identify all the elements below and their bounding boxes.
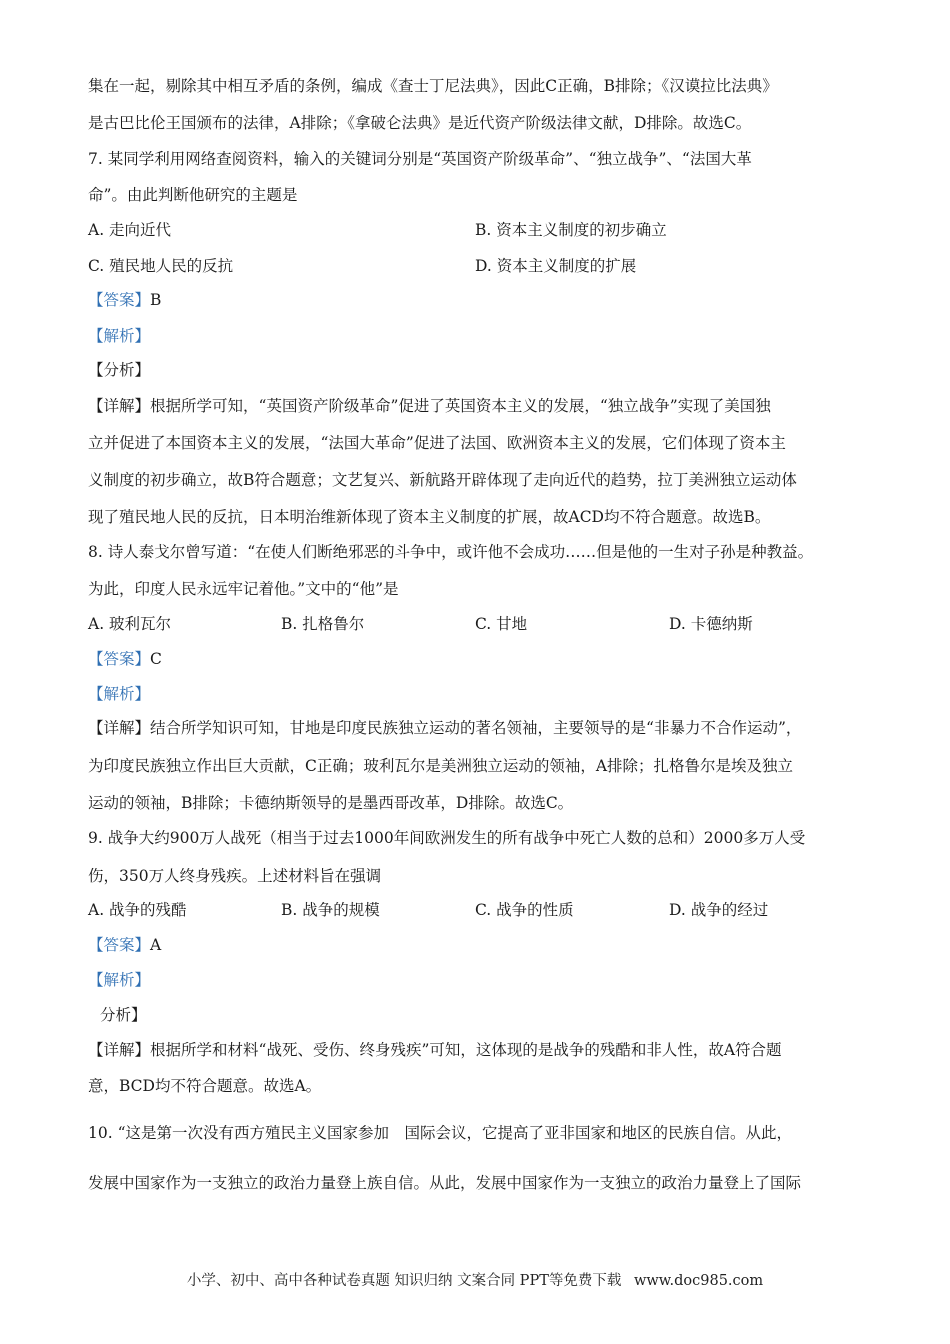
question-8-stem: 为此，印度人民永远牢记着他。”文中的“他”是	[88, 580, 399, 598]
answer-tag: 【答案】	[88, 650, 151, 668]
detail-text: 根据所学和材料“战死、受伤、终身残疾”可知，这体现的是战争的残酷和非人性，故A符合题	[150, 1041, 782, 1059]
question-8-detail: 为印度民族独立作出巨大贡献，C正确；玻利瓦尔是美洲独立运动的领袖，A排除；扎格鲁尔是埃及独立	[88, 757, 794, 775]
question-8-stem: 8. 诗人泰戈尔曾写道：“在使人们断绝邪恶的斗争中，或许他不会成功……但是他的一生对子孙是种教益。	[88, 543, 814, 561]
question-9-detail: 意，BCD均不符合题意。故选A。	[88, 1077, 322, 1095]
question-9-detail	[88, 1040, 782, 1060]
detail-tag: 【详解】	[88, 1041, 151, 1059]
answer-tag: 【答案】	[88, 291, 151, 309]
question-7-option-d: D. 资本主义制度的扩展	[475, 257, 637, 275]
question-7-stem: 7. 某同学利用网络查阅资料，输入的关键词分别是“英国资产阶级革命”、“独立战争”、“法国大革	[88, 150, 752, 168]
question-8-answer	[88, 649, 162, 669]
question-7-detail: 义制度的初步确立，故B符合题意；文艺复兴、新航路开辟体现了走向近代的趋势，拉丁美洲独立运动体	[88, 471, 797, 489]
question-8-option-d: D. 卡德纳斯	[669, 615, 753, 633]
question-8-option-c: C. 甘地	[475, 615, 528, 633]
detail-text: 结合所学知识可知，甘地是印度民族独立运动的著名领袖，主要领导的是“非暴力不合作运动”，	[150, 719, 802, 737]
question-7-jiexi-tag: 【解析】	[88, 327, 151, 345]
paragraph-line: 集在一起，剔除其中相互矛盾的条例，编成《查士丁尼法典》，因此C正确，B排除；《汉谟拉比法典》	[88, 77, 778, 95]
question-9-answer	[88, 935, 161, 955]
question-7-option-a: A. 走向近代	[88, 221, 172, 239]
question-9-option-a: A. 战争的残酷	[88, 901, 187, 919]
question-7-detail	[88, 396, 771, 416]
question-9-option-c: C. 战争的性质	[475, 901, 574, 919]
question-7-answer	[88, 290, 161, 310]
question-7-detail: 现了殖民地人民的反抗，日本明治维新体现了资本主义制度的扩展，故ACD均不符合题意。故选B。	[88, 508, 771, 526]
footer-site-link[interactable]: www.doc985.com	[633, 1273, 764, 1289]
answer-value: B	[150, 291, 162, 309]
question-7-fenxi-tag: 【分析】	[88, 361, 151, 379]
question-10-stem: 发展中国家作为一支独立的政治力量登上族自信。从此，发展中国家作为一支独立的政治力量登上了国际	[88, 1174, 802, 1192]
footer-text: 小学、初中、高中各种试卷真题 知识归纳 文案合同 PPT等免费下载	[186, 1273, 622, 1289]
question-8-detail: 运动的领袖，B排除；卡德纳斯领导的是墨西哥改革，D排除。故选C。	[88, 794, 574, 812]
question-9-fenxi-tag: 分析】	[100, 1006, 147, 1024]
detail-tag: 【详解】	[88, 719, 151, 737]
question-7-detail: 立并促进了本国资本主义的发展，“法国大革命”促进了法国、欧洲资本主义的发展，它们体现了资本主	[88, 434, 786, 452]
answer-value: A	[150, 936, 162, 954]
page-footer	[0, 1269, 950, 1290]
question-8-option-b: B. 扎格鲁尔	[281, 615, 365, 633]
question-8-jiexi-tag: 【解析】	[88, 685, 151, 703]
question-9-option-b: B. 战争的规模	[281, 901, 380, 919]
question-10-stem: 10. “这是第一次没有西方殖民主义国家参加 国际会议，它提高了亚非国家和地区的民族自信。从此，	[88, 1124, 793, 1142]
question-7-option-b: B. 资本主义制度的初步确立	[475, 221, 667, 239]
detail-text: 根据所学可知，“英国资产阶级革命”促进了英国资本主义的发展，“独立战争”实现了美国独	[150, 397, 771, 415]
question-9-jiexi-tag: 【解析】	[88, 971, 151, 989]
question-8-option-a: A. 玻利瓦尔	[88, 615, 172, 633]
question-7-stem: 命”。由此判断他研究的主题是	[88, 186, 298, 204]
question-7-option-c: C. 殖民地人民的反抗	[88, 257, 234, 275]
question-9-stem: 伤，350万人终身残疾。上述材料旨在强调	[88, 867, 382, 885]
question-8-detail	[88, 718, 801, 738]
question-9-option-d: D. 战争的经过	[669, 901, 769, 919]
answer-value: C	[150, 650, 162, 668]
answer-tag: 【答案】	[88, 936, 151, 954]
detail-tag: 【详解】	[88, 397, 151, 415]
paragraph-line: 是古巴比伦王国颁布的法律，A排除；《拿破仑法典》是近代资产阶级法律文献，D排除。故选C。	[88, 114, 752, 132]
question-9-stem: 9. 战争大约900万人战死（相当于过去1000年间欧洲发生的所有战争中死亡人数的总和）2000多万人受	[88, 829, 806, 847]
